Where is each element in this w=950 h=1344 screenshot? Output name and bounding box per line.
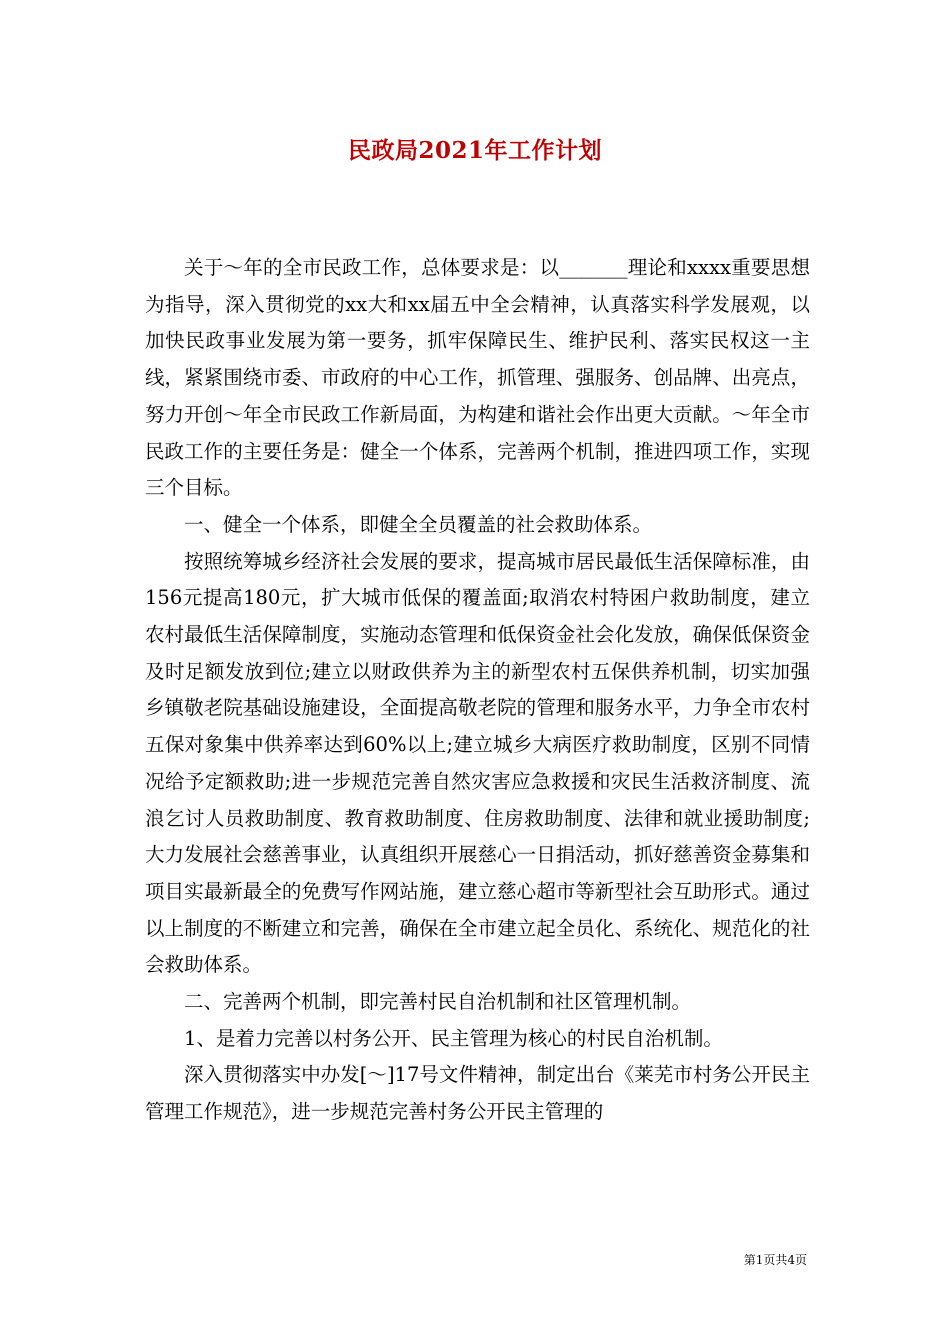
subsection-heading-1: 1、是着力完善以村务公开、民主管理为核心的村民自治机制。 bbox=[184, 1026, 723, 1050]
page-number: 第1页共4页 bbox=[743, 1253, 807, 1267]
paragraph-social-assistance: 按照统筹城乡经济社会发展的要求，提高城市居民最低生活保障标准，由156元提高180元，扩大城市低保的覆盖面;取消农村特困户救助制度，建立农村最低生活保障制度，实施动态管理和低保资金社会化发放，确保低保资金及时足额发放到位;建立以财政供养为主的新型农村五保供养机制，切实加强乡镇敬老院基础设施建设，全面提高敬老院的管理和服务水平，力争全市农村五保对象集中供养率达到60%以上;建立城乡大病医疗救助制度，区别不同情况给予定额救助;进一步规范完善自然灾害应急救援和灾民生活救济制度、流浪乞讨人员救助制度、教育救助制度、住房救助制度、法律和就业援助制度;大力发展社会慈善事业，认真组织开展慈心一日捐活动，抓好慈善资金募集和项目实最新最全的免费写作网站施，建立慈心超市等新型社会互助形式。通过以上制度的不断建立和完善，确保在全市建立起全员化、系统化、规范化的社会救助体系。 bbox=[145, 549, 810, 977]
paragraph-village-affairs: 深入贯彻落实中办发[～]17号文件精神，制定出台《莱芜市村务公开民主管理工作规范》，进一步规范完善村务公开民主管理的 bbox=[145, 1063, 810, 1124]
section-heading-2: 二、完善两个机制，即完善村民自治机制和社区管理机制。 bbox=[184, 990, 692, 1014]
document-title: 民政局2021年工作计划 bbox=[347, 137, 602, 164]
document-body bbox=[145, 250, 810, 1131]
section-heading-1: 一、健全一个体系，即健全全员覆盖的社会救助体系。 bbox=[184, 512, 653, 536]
paragraph-intro: 关于～年的全市民政工作，总体要求是：以_______理论和xxxx重要思想为指导，深入贯彻党的xx大和xx届五中全会精神，认真落实科学发展观，以加快民政事业发展为第一要务，抓牢保障民生、维护民利、落实民权这一主线，紧紧围绕市委、市政府的中心工作，抓管理、强服务、创品牌、出亮点，努力开创～年全市民政工作新局面，为构建和谐社会作出更大贡献。～年全市民政工作的主要任务是：健全一个体系，完善两个机制，推进四项工作，实现三个目标。 bbox=[145, 256, 810, 500]
